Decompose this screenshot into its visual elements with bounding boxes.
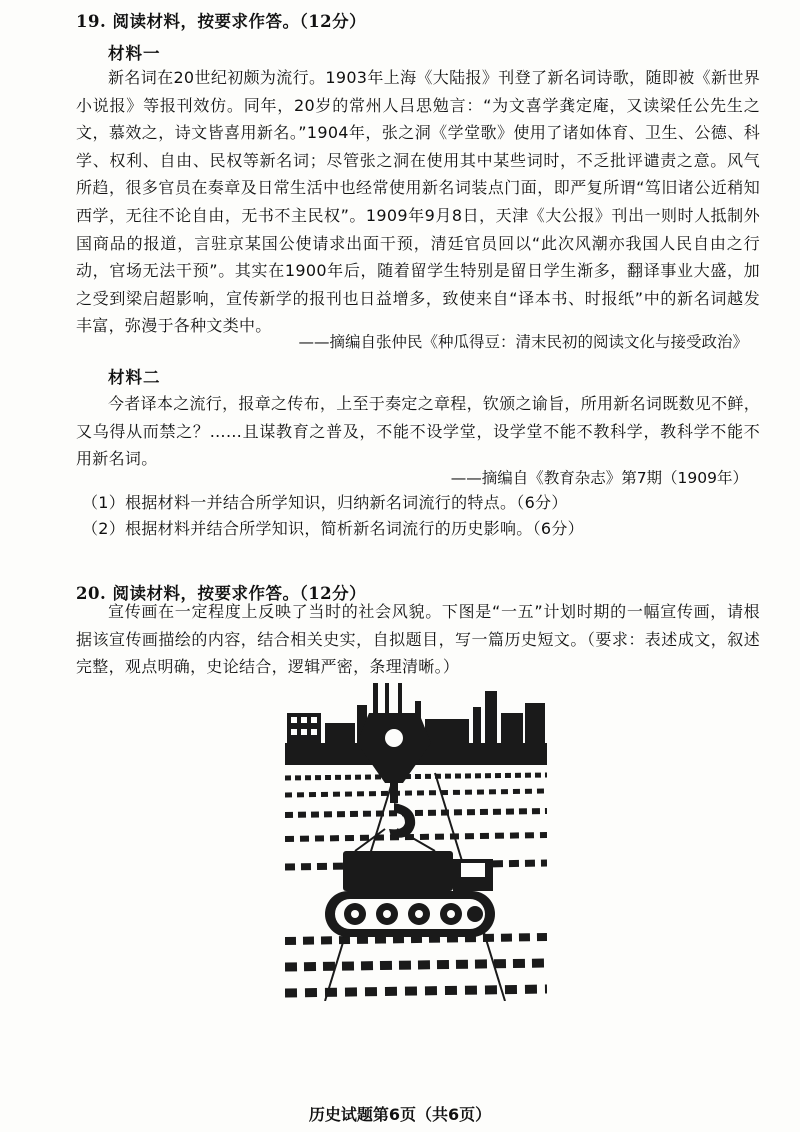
material2-source: ——摘编自《教育杂志》第7期（1909年） bbox=[450, 469, 748, 487]
material1-source: ——摘编自张仲民《种瓜得豆：清末民初的阅读文化与接受政治》 bbox=[298, 333, 748, 351]
q19-subquestion-1: （1）根据材料一并结合所学知识，归纳新名词流行的特点。（6分） bbox=[82, 493, 568, 512]
propaganda-poster-image bbox=[285, 683, 547, 1001]
material1-text: 新名词在20世纪初颇为流行。1903年上海《大陆报》刊登了新名词诗歌，随即被《新世界小说报》等报刊效仿。同年，20岁的常州人吕思勉言：“为文喜学龚定庵，又读梁任公先生之文，慕效之，诗文皆喜用新名。”1904年，张之洞《学堂歌》使用了诸如体育、卫生、公德、科学、权利、自由、民权等新名词；尽管张之洞在使用其中某些词时，不乏批评谴责之意。风气所趋，很多官员在奏章及日常生活中也经常使用新名词装点门面，即严复所谓“笃旧诸公近稍知西学，无往不论自由，无书不主民权”。1909年9月8日，天津《大公报》刊出一则时人抵制外国商品的报道，言驻京某国公使请求出面干预，清廷官员回以“此次风潮亦我国人民自由之行动，官场无法干预”。其实在1900年后，随着留学生特别是留日学生渐多，翻译事业大盛，加之受到梁启超影响，宣传新学的报刊也日益增多，致使来自“译本书、时报纸”中的新名词越发丰富，弥漫于各种文类中。 bbox=[76, 68, 760, 336]
material1-title: 材料一 bbox=[108, 44, 161, 63]
material2-title: 材料二 bbox=[108, 368, 161, 387]
q20-text: 宣传画在一定程度上反映了当时的社会风貌。下图是“一五”计划时期的一幅宣传画，请根据该宣传画描绘的内容，结合相关史实，自拟题目，写一篇历史短文。（要求：表述成文，叙述完整，观点明确，史论结合，逻辑严密，条理清晰。） bbox=[76, 602, 760, 677]
q19-subquestion-2: （2）根据材料并结合所学知识，简析新名词流行的历史影响。（6分） bbox=[82, 519, 584, 538]
q19-heading: 19. 阅读材料，按要求作答。（12分） bbox=[76, 12, 367, 31]
material2-text: 今者译本之流行，报章之传布，上至于奏定之章程，钦颁之谕旨，所用新名词既数见不鲜，又乌得从而禁之？……且谋教育之普及，不能不设学堂，设学堂不能不教科学，教科学不能不用新名词。 bbox=[76, 394, 761, 469]
page-footer: 历史试题第6页（共6页） bbox=[308, 1105, 492, 1124]
q20-heading: 20. 阅读材料，按要求作答。（12分） bbox=[76, 584, 367, 603]
tractor bbox=[325, 851, 495, 937]
